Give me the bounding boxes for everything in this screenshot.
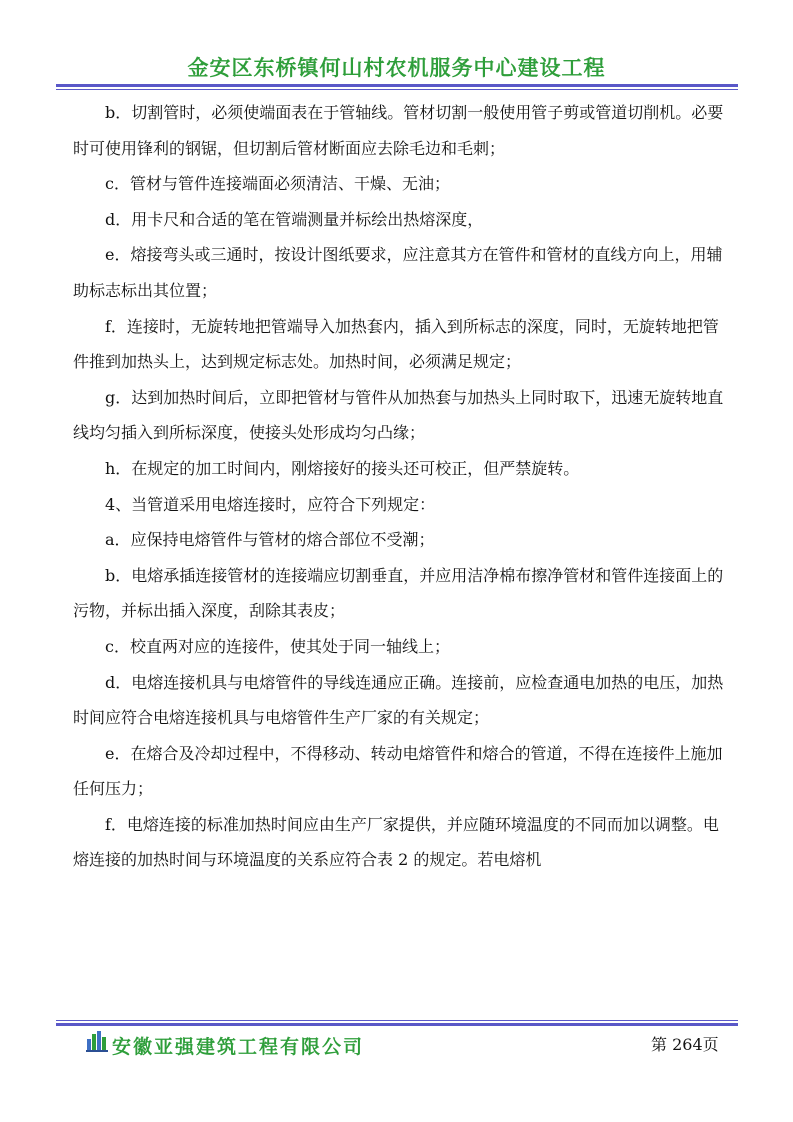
paragraph: 4、当管道采用电熔连接时，应符合下列规定： [105,494,436,514]
body-text [73,95,733,878]
paragraph: e．在熔合及冷却过程中，不得移动、转动电熔管件和熔合的管道，不得在连接件上施加任何压力； [73,743,723,799]
paragraph: f．连接时，无旋转地把管端导入加热套内，插入到所标志的深度，同时，无旋转地把管件推到加热头上，达到规定标志处。加热时间，必须满足规定； [73,316,719,372]
header-rule-thick [56,84,738,87]
paragraph: d．电熔连接机具与电熔管件的导线连通应正确。连接前，应检查通电加热的电压，加热时间应符合电熔连接机具与电熔管件生产厂家的有关规定； [73,672,724,728]
paragraph: f．电熔连接的标准加热时间应由生产厂家提供，并应随环境温度的不同而加以调整。电熔连接的加热时间与环境温度的关系应符合表 2 的规定。若电熔机 [73,814,719,870]
paragraph: h．在规定的加工时间内，刚熔接好的接头还可校正，但严禁旋转。 [105,458,580,478]
header-title: 金安区东桥镇何山村农机服务中心建设工程 [187,56,606,80]
footer-rule-thick [56,1023,738,1026]
paragraph: e．熔接弯头或三通时，按设计图纸要求，应注意其方在管件和管材的直线方向上，用辅助标志标出其位置； [73,245,723,300]
paragraph: c．管材与管件连接端面必须清洁、干燥、无油； [105,174,450,194]
paragraph: b．切割管时，必须使端面表在于管轴线。管材切割一般使用管子剪或管道切削机。必要时可使用锋利的钢锯，但切割后管材断面应去除毛边和毛刺； [73,103,724,158]
paragraph: c．校直两对应的连接件，使其处于同一轴线上； [105,636,450,656]
footer-rule-thin [56,1020,738,1021]
header-rule-thin [56,89,738,90]
paragraph: d．用卡尺和合适的笔在管端测量并标绘出热熔深度， [105,209,484,229]
footer-company: 安徽亚强建筑工程有限公司 [112,1036,365,1058]
paragraph: g．达到加热时间后，立即把管材与管件从加热套与加热头上同时取下，迅速无旋转地直线均匀插入到所标深度，使接头处形成均匀凸缘； [73,387,724,443]
page-number: 第 264页 [651,1035,719,1054]
paragraph: a．应保持电熔管件与管材的熔合部位不受潮； [105,530,435,550]
paragraph: b．电熔承插连接管材的连接端应切割垂直，并应用洁净棉布擦净管材和管件连接面上的污物，并标出插入深度，刮除其表皮； [73,565,724,621]
building-logo-icon [86,1030,108,1052]
